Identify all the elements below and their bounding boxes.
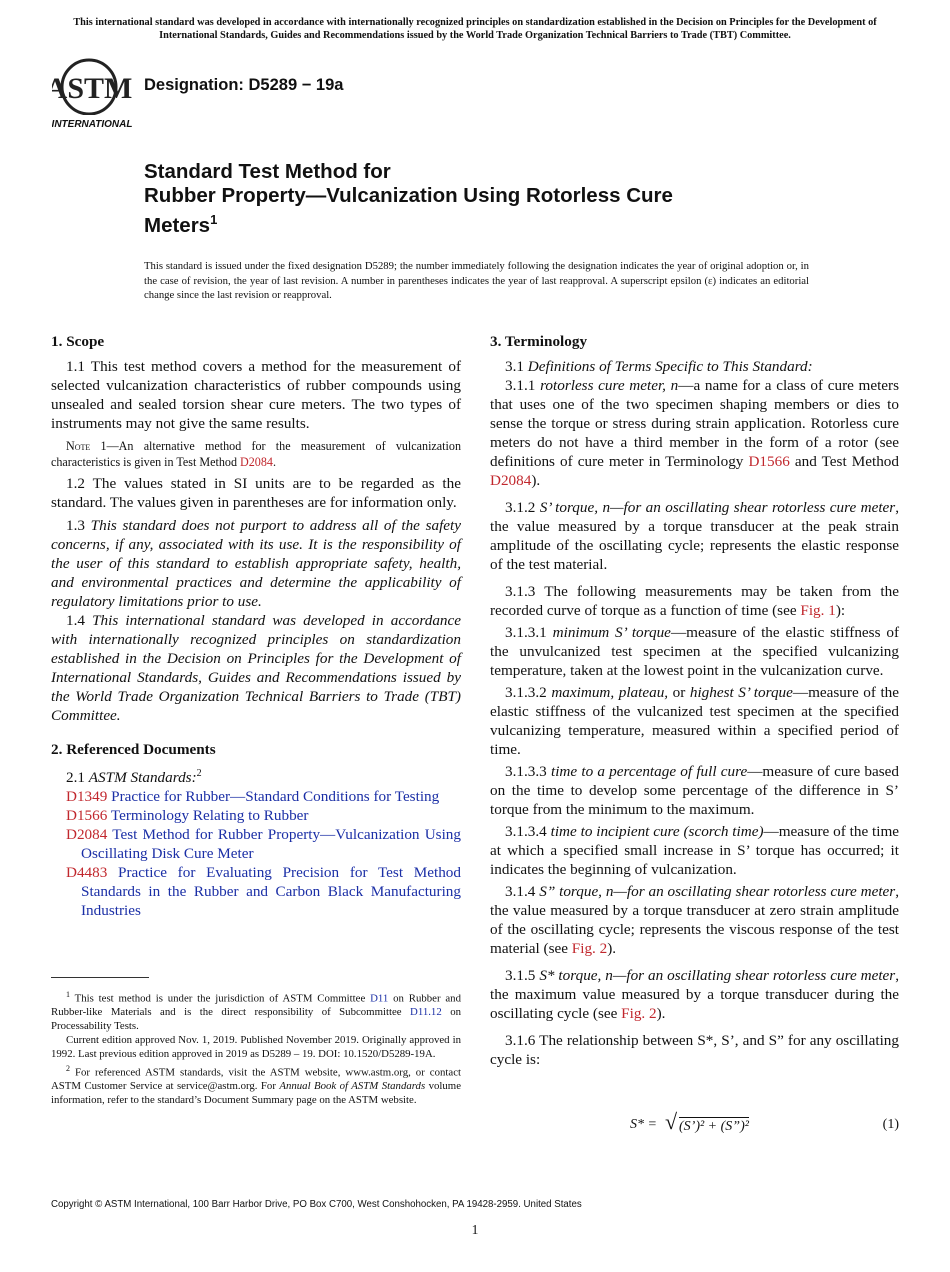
copyright-notice: Copyright © ASTM International, 100 Barr Harbor Drive, PO Box C700, West Conshohocken, PA 19428-2959. United States	[51, 1199, 582, 1210]
link-fig-1[interactable]: Fig. 1	[800, 602, 836, 619]
ref-item-d4483	[51, 863, 461, 920]
svg-text:ASTM: ASTM	[52, 72, 133, 105]
link-d2084-note[interactable]: D2084	[240, 454, 273, 469]
link-d1566-term[interactable]: D1566	[748, 453, 790, 470]
link-d11[interactable]: D11	[370, 992, 389, 1005]
term-3-1-1: 3.1.1 rotorless cure meter, n—a name for a class of cure meters that uses one of the two specimen shaping members or dies to sense the torque or stress during strain application. Rotorless cure meters do not have a third member in the form of a rotor (see definitions of cure meter in Terminology D1566 and Test Method D2084).	[490, 377, 900, 489]
term-3-1-4: 3.1.4 S” torque, n—for an oscillating shear rotorless cure meter, the value measured by a torque transducer at zero strain amplitude of the oscillating cycle; represents the viscous response of the test material (see Fig. 2).	[490, 883, 899, 957]
term-3-1-3-1: 3.1.3.1 minimum S’ torque—measure of the elastic stiffness of the unvulcanized test specimen at the specified vulcanizing temperature, taken at the lowest point in the vulcanization curve.	[490, 624, 900, 679]
link-d2084[interactable]: D2084	[66, 826, 108, 844]
footnote-1-edition: Current edition approved Nov. 1, 2019. Published November 2019. Originally approved in 1992. Last previous edition approved in 2019 as D5289 – 19. DOI: 10.1520/D5289-19A.	[51, 1033, 461, 1060]
term-3-1-3-3: 3.1.3.3 time to a percentage of full cure—measure of cure based on the time to develop some percentage of the difference in S’ torque from the minimum to the maximum.	[490, 763, 900, 818]
astm-logo	[52, 57, 134, 131]
equation-lhs: S* =	[630, 1117, 657, 1132]
sqrt-symbol: √	[665, 1109, 678, 1134]
refdocs-heading: 2. Referenced Documents	[51, 741, 216, 758]
link-d2084-term[interactable]: D2084	[490, 472, 532, 489]
section-scope	[51, 332, 461, 920]
footnote-1: $^1$ This test method is under the jurisdiction of ASTM Committee D11 on Rubber and Rubber-like Materials and is the direct responsibility of Subcommittee D11.12 on Processability Tests.	[51, 990, 461, 1033]
link-fig-2-b[interactable]: Fig. 2	[621, 1005, 657, 1022]
title-footnote-mark: 1	[210, 212, 218, 227]
link-d1349-title[interactable]: Practice for Rubber—Standard Conditions for Testing	[107, 788, 440, 806]
standard-intro: This standard is issued under the fixed designation D5289; the number immediately following the designation indicates the year of original adoption or, in the case of revision, the year of last revision. A number in parentheses indicates the year of last reapproval. A superscript epsilon (ε) indicates an editorial change since the last revision or reapproval.	[144, 260, 809, 301]
scope-heading: 1. Scope	[51, 333, 105, 350]
section-terminology	[490, 332, 899, 1069]
title-line-2: Rubber Property—Vulcanization Using Rotorless Cure	[144, 184, 673, 207]
designation: Designation: D5289 − 19a	[144, 76, 344, 94]
link-d2084-title[interactable]: Test Method for Rubber Property—Vulcanization Using Oscillating Disk Cure Meter	[81, 826, 461, 863]
link-d4483-title[interactable]: Practice for Evaluating Precision for Test Method Standards in the Rubber and Carbon Black Manufacturing Industries	[81, 864, 461, 920]
term-3-1-3-2: 3.1.3.2 maximum, plateau, or highest S’ torque—measure of the elastic stiffness of the vulcanized test specimen at the specified vulcanizing temperature, measured within a specified period of time.	[490, 684, 900, 758]
scope-1-2: 1.2 The values stated in SI units are to be regarded as the standard. The values given in parentheses are for information only.	[51, 475, 461, 511]
ref-item-d1566	[51, 806, 461, 825]
link-d1566-title[interactable]: Terminology Relating to Rubber	[107, 807, 309, 825]
link-d4483[interactable]: D4483	[66, 864, 108, 882]
equation-radicand: (S’)² + (S”)²	[679, 1119, 749, 1134]
ref-item-d1349	[51, 787, 461, 806]
link-d1349[interactable]: D1349	[66, 788, 108, 806]
refdocs-2-1: 2.1 ASTM Standards:$^2$	[66, 768, 202, 787]
title-line-3: Meters$^1$	[144, 212, 218, 237]
term-3-1-3: 3.1.3 The following measurements may be taken from the recorded curve of torque as a function of time (see Fig. 1):	[490, 583, 899, 619]
logo-text: INTERNATIONAL	[52, 119, 133, 130]
footnote-rule	[51, 977, 149, 978]
term-3-1-3-4: 3.1.3.4 time to incipient cure (scorch time)—measure of the time at which a specified small increase in S’ torque has occurred; it indicates the beginning of vulcanization.	[490, 823, 900, 878]
scope-1-1: 1.1 This test method covers a method for the measurement of selected vulcanization characteristics of rubber compounds using unsealed and sealed torsion shear cure meters. The two types of instruments may not give the same results.	[51, 358, 461, 432]
term-3-1-2: 3.1.2 S’ torque, n—for an oscillating shear rotorless cure meter, the value measured by a torque transducer at the peak strain amplitude of the oscillating cycle; represents the elastic response of the test material.	[490, 499, 899, 573]
term-3-1-6: 3.1.6 The relationship between S*, S’, and S” for any oscillating cycle is:	[490, 1032, 899, 1068]
ref-item-d2084	[51, 825, 461, 863]
link-d1566[interactable]: D1566	[66, 807, 108, 825]
footnotes	[51, 988, 461, 1108]
scope-1-4: 1.4 This international standard was developed in accordance with internationally recognized principles on standardization established in the Decision on Principles for the Development of International Standards, Guides and Recommendations issued by the World Trade Organization Technical Barriers to Trade (TBT) Committee.	[51, 612, 462, 724]
title-line-1: Standard Test Method for	[144, 160, 391, 183]
footnote-2: $^2$ For referenced ASTM standards, visit the ASTM website, www.astm.org, or contact ASTM Customer Service at service@astm.org. For Annual Book of ASTM Standards volume information, refer to the standard’s Document Summary page on the ASTM website.	[51, 1063, 461, 1106]
link-d11-12[interactable]: D11.12	[410, 1006, 442, 1019]
scope-note-1: Note 1—An alternative method for the measurement of vulcanization characteristics is given in Test Method D2084.	[51, 439, 461, 469]
link-fig-2-a[interactable]: Fig. 2	[571, 940, 608, 957]
document-title	[144, 160, 784, 238]
terminology-heading: 3. Terminology	[490, 333, 588, 350]
term-3-1: 3.1 Definitions of Terms Specific to This Standard:	[505, 358, 813, 375]
page-number: 1	[471, 1222, 479, 1237]
equation-number: (1)	[882, 1117, 899, 1132]
scope-1-3: 1.3 This standard does not purport to address all of the safety concerns, if any, associated with its use. It is the responsibility of the user of this standard to establish appropriate safety, health, and environmental practices and determine the applicability of regulatory limitations prior to use.	[51, 517, 462, 610]
header-notice: This international standard was developed in accordance with internationally recognized principles on standardization established in the Decision on Principles for the Development of International Standards, Guides and Recommendations issued by the World Trade Organization Technical Barriers to Trade (TBT) Committee.	[73, 17, 877, 41]
term-3-1-5: 3.1.5 S* torque, n—for an oscillating shear rotorless cure meter, the maximum value measured by a torque transducer during the oscillating cycle (see Fig. 2).	[490, 967, 899, 1022]
